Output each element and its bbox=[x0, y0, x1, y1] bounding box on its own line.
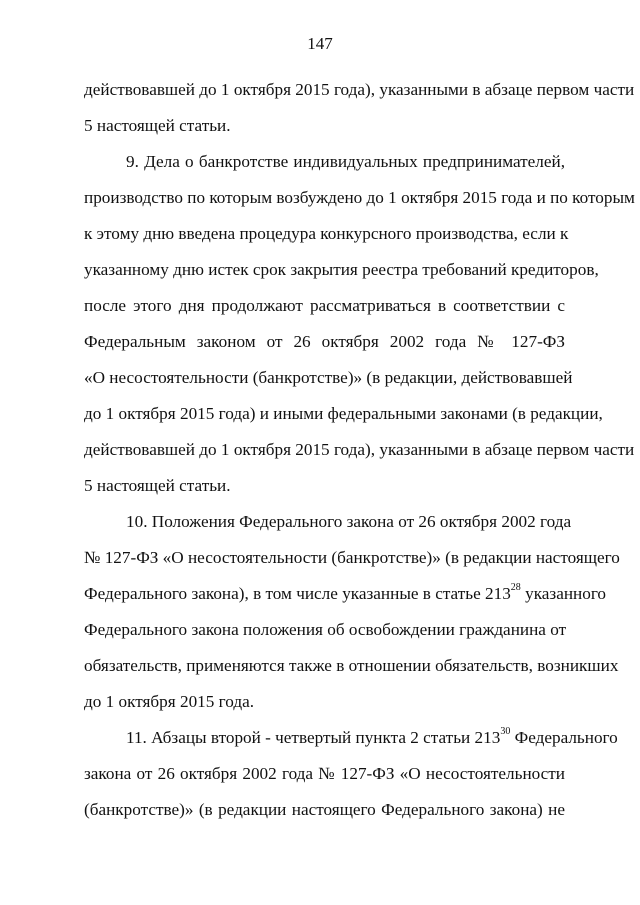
text-line: до 1 октября 2015 года. bbox=[84, 692, 255, 711]
superscript: 30 bbox=[500, 726, 511, 738]
text-line: 10. Положения Федерального закона от 26 октября 2002 года bbox=[126, 512, 572, 531]
paragraph-item-10 bbox=[84, 504, 620, 720]
text-line: производство по которым возбуждено до 1 октября 2015 года и по которым bbox=[84, 188, 635, 207]
line-text-before: 11. Абзацы второй - четвертый пункта 2 статьи 213 bbox=[126, 728, 501, 747]
text-line: до 1 октября 2015 года) и иными федеральными законами (в редакции, bbox=[84, 404, 603, 423]
text-line: действовавшей до 1 октября 2015 года), указанными в абзаце первом части bbox=[84, 80, 635, 99]
text-line: (банкротстве)» (в редакции настоящего Федерального закона) не bbox=[84, 800, 565, 819]
text-line: № 127-ФЗ «О несостоятельности (банкротстве)» (в редакции настоящего bbox=[84, 548, 620, 567]
text-line: 5 настоящей статьи. bbox=[84, 476, 231, 495]
text-line: Федерального закона положения об освобождении гражданина от bbox=[84, 620, 567, 639]
text-line-with-superscript bbox=[84, 720, 618, 756]
text-line: после этого дня продолжают рассматриваться в соответствии с bbox=[84, 296, 565, 315]
text-line-with-superscript bbox=[84, 576, 607, 612]
text-line: указанному дню истек срок закрытия реестра требований кредиторов, bbox=[84, 260, 599, 279]
line-text-after: Федерального bbox=[510, 728, 618, 747]
text-line: к этому дню введена процедура конкурсного производства, если к bbox=[84, 224, 569, 243]
text-line: Федеральным законом от 26 октября 2002 года № 127-ФЗ bbox=[84, 332, 565, 351]
page-number: 147 bbox=[307, 34, 333, 53]
paragraph-item-11 bbox=[84, 720, 618, 828]
text-line: обязательств, применяются также в отношении обязательств, возникших bbox=[84, 656, 619, 675]
document-body bbox=[84, 72, 635, 828]
superscript: 28 bbox=[510, 582, 521, 594]
text-line: 9. Дела о банкротстве индивидуальных предпринимателей, bbox=[126, 152, 565, 171]
paragraph-item-9 bbox=[84, 144, 635, 504]
text-line: «О несостоятельности (банкротстве)» (в редакции, действовавшей bbox=[84, 368, 573, 387]
text-line: действовавшей до 1 октября 2015 года), указанными в абзаце первом части bbox=[84, 440, 635, 459]
text-line: закона от 26 октября 2002 года № 127-ФЗ «О несостоятельности bbox=[84, 764, 565, 783]
line-text-after: указанного bbox=[520, 584, 607, 603]
text-line: 5 настоящей статьи. bbox=[84, 116, 231, 135]
paragraph-continuation bbox=[84, 72, 635, 144]
line-text-before: Федерального закона), в том числе указанные в статье 213 bbox=[84, 584, 511, 603]
